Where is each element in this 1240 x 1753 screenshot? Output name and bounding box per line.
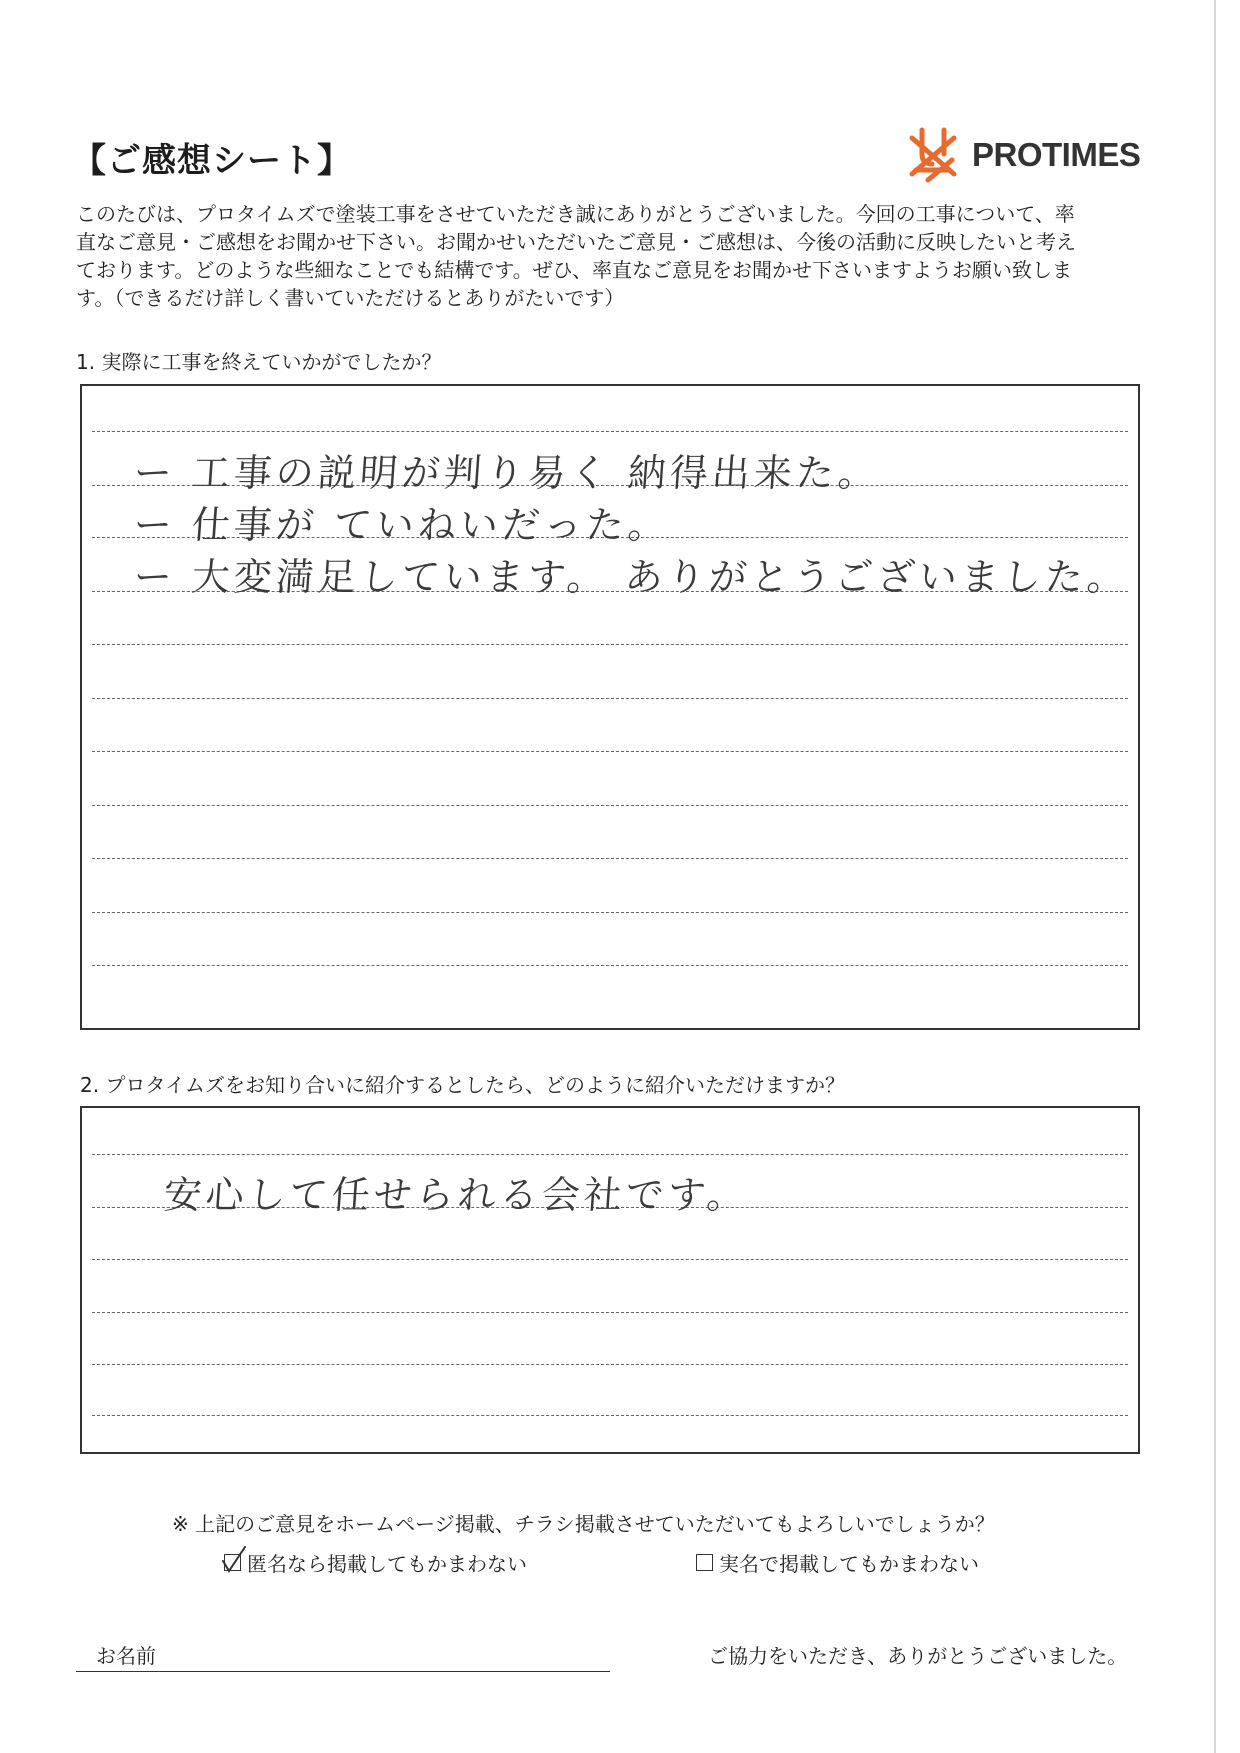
brand-name: PROTIMES <box>972 136 1141 173</box>
brand-logo <box>902 124 1140 186</box>
handwritten-answer-line: ー 工事の説明が判り易く 納得出来た。 <box>132 451 882 495</box>
ruled-line <box>92 1312 1128 1313</box>
ruled-line <box>92 1154 1128 1155</box>
option-real-name-label: 実名で掲載してもかまわない <box>719 1552 979 1576</box>
publish-notice: ※ 上記のご意見をホームページ掲載、チラシ掲載させていただいてもよろしいでしょうか？ <box>172 1512 995 1536</box>
ruled-line <box>92 431 1128 432</box>
question-1-answer-box[interactable] <box>80 384 1140 1030</box>
checkmark-icon <box>221 1545 247 1573</box>
question-2-label: 2. プロタイムズをお知り合いに紹介するとしたら、どのように紹介いただけますか？ <box>80 1073 846 1097</box>
name-field-line[interactable] <box>76 1671 610 1672</box>
intro-text <box>76 200 1138 312</box>
ruled-line <box>92 858 1128 859</box>
question-2-answer-box[interactable] <box>80 1106 1140 1454</box>
name-label: お名前 <box>96 1644 156 1668</box>
option-anonymous[interactable] <box>224 1548 527 1577</box>
intro-line: ております。どのような些細なことでも結構です。ぜひ、率直なご意見をお聞かせ下さいますようお願い致しま <box>76 258 1072 282</box>
intro-line: 直なご意見・ご感想をお聞かせ下さい。お聞かせいただいたご意見・ご感想は、今後の活動に反映したいと考え <box>76 230 1076 254</box>
ruled-line <box>92 1415 1128 1416</box>
protimes-logo-icon <box>902 124 964 186</box>
anonymous-checkbox[interactable] <box>224 1554 241 1571</box>
ruled-line <box>92 805 1128 806</box>
ruled-line <box>92 1364 1128 1365</box>
ruled-line <box>92 751 1128 752</box>
handwritten-answer-line: ー 大変満足しています。 ありがとうございました。 <box>132 555 1131 599</box>
handwritten-answer-line: 安心して任せられる会社です。 <box>162 1173 751 1217</box>
ruled-line <box>92 698 1128 699</box>
thanks-message: ご協力をいただき、ありがとうございました。 <box>708 1644 1128 1668</box>
intro-line: す。（できるだけ詳しく書いていただけるとありがたいです） <box>76 286 625 310</box>
ruled-line <box>92 965 1128 966</box>
real-name-checkbox[interactable] <box>696 1554 713 1571</box>
handwritten-answer-line: ー 仕事が ていねいだった。 <box>132 503 672 547</box>
page-title: 【ご感想シート】 <box>72 141 352 181</box>
intro-line: このたびは、プロタイムズで塗装工事をさせていただき誠にありがとうございました。今回の工事について、率 <box>76 202 1075 226</box>
scan-edge-line <box>1214 0 1216 1753</box>
option-real-name[interactable] <box>696 1548 979 1577</box>
question-1-label: 1. 実際に工事を終えていかがでしたか？ <box>76 350 442 374</box>
ruled-line <box>92 644 1128 645</box>
option-anonymous-label: 匿名なら掲載してもかまわない <box>247 1552 527 1576</box>
ruled-line <box>92 1259 1128 1260</box>
ruled-line <box>92 912 1128 913</box>
